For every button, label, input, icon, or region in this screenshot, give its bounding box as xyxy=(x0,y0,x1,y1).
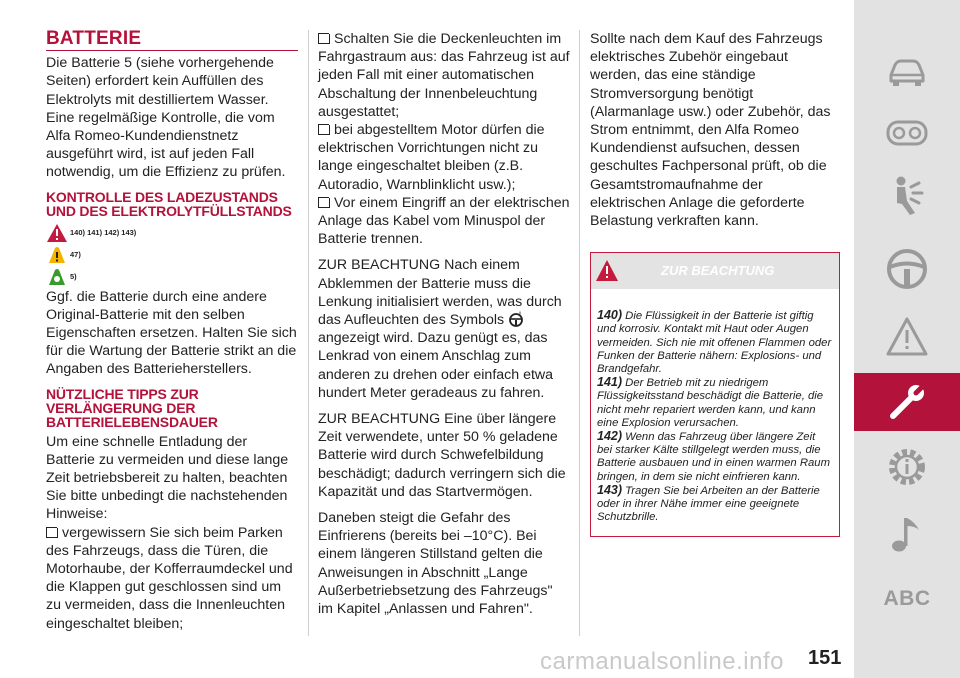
bullet-item: Vor einem Eingriff an der elektrischen Anlage das Kabel vom Minuspol der Batterie trennen. xyxy=(318,194,570,248)
checkbox-bullet-icon xyxy=(318,124,330,135)
car-icon xyxy=(885,49,929,93)
steering-warning-icon xyxy=(508,311,524,327)
info-gear-icon xyxy=(885,445,929,489)
sidebar-item-index[interactable] xyxy=(854,570,960,628)
column-2 xyxy=(318,30,570,626)
svg-text:!: ! xyxy=(519,312,522,319)
bullet-item: vergewissern Sie sich beim Parken des Fahrzeugs, dass die Türen, die Motorhaube, der Kofferraumdeckel und die Klappen gut geschlossen sind um zu vermeiden, dass die Innenleuchten eingeschaltet bleiben; xyxy=(46,524,293,632)
column-3 xyxy=(590,30,840,537)
sidebar-item-car[interactable] xyxy=(854,42,960,100)
accessories-paragraph: Sollte nach dem Kauf des Fahrzeugs elektrisches Zubehör eingebaut werden, das eine ständige Stromversorgung benötigt (Alarmanlage usw.) oder Zubehör, das Strom entnimmt, den Alfa Romeo Kundendienst aufsuchen, dessen geschultes Fachpersonal prüft, ob die Gesamtstromaufnahme der elektrischen Anlage die geforderte Belastung verkraften kann. xyxy=(590,31,831,230)
watermark: carmanualsonline.info xyxy=(540,648,784,675)
tips-intro-paragraph: Um eine schnelle Entladung der Batterie zu vermeiden und diese lange Zeit betriebsbereit zu halten, beachten Sie bitte unbedingt die nachstehenden Hinweise: xyxy=(46,433,289,523)
freezing-note-paragraph: Daneben steigt die Gefahr des Einfrierens (bereits bei –10°C). Bei einem längeren Stillstand gelten die Anweisungen in Abschnitt „Lange Außerbetriebsetzung des Fahrzeugs" im Kapitel „Anlassen und Fahren". xyxy=(318,510,553,618)
wrench-icon xyxy=(885,380,929,424)
bullet-item: Schalten Sie die Deckenleuchten im Fahrgastraum aus: das Fahrzeug ist auf jeden Fall mit einer automatischen Abschaltung der Innenbeleuchtung ausgestattet; xyxy=(318,31,570,120)
index-label: ABC xyxy=(883,587,931,610)
sidebar-item-dashboard[interactable] xyxy=(854,104,960,162)
danger-triangle-icon xyxy=(595,259,619,283)
heading-battery-life-tips: NÜTZLICHE TIPPS ZUR VERLÄNGERUNG DER BATTERIELEBENSDAUER xyxy=(46,385,218,430)
steering-init-paragraph: ZUR BEACHTUNG Nach einem Abklemmen der Batterie muss die Lenkung initialisiert werden, was durch das Aufleuchten des Symbols ! angezeigt wird. Dazu genügt es, das Lenkrad von einem Anschlag zum anderen zu drehen oder einfach etwa hundert Meter geradeaus zu fahren. xyxy=(318,257,562,401)
caution-reference-row xyxy=(46,244,298,266)
warning-item: 141) Der Betrieb mit zu niedrigem Flüssigkeitsstand beschädigt die Batterie, die nicht mehr repariert werden kann, und kann eine Explosion verursachen. xyxy=(597,375,824,429)
airbag-passenger-icon xyxy=(885,173,929,217)
checkbox-bullet-icon xyxy=(318,33,330,44)
warning-box-body xyxy=(591,289,839,536)
danger-reference-row xyxy=(46,222,298,244)
heading-charge-check: KONTROLLE DES LADEZUSTANDS UND DES ELEKTROLYTFÜLLSTANDS xyxy=(46,188,292,219)
environment-icon xyxy=(46,267,68,287)
replace-battery-paragraph: Ggf. die Batterie durch eine andere Original-Batterie mit den selben Eigenschaften ersetzen. Halten Sie sich für die Wartung der Batterie strikt an die Angaben des Batterieherstellers. xyxy=(46,288,297,378)
sidebar-item-multimedia[interactable] xyxy=(854,505,960,563)
warning-item: 143) Tragen Sie bei Arbeiten an der Batterie oder in ihrer Nähe immer eine geeignete Schutzbrille. xyxy=(597,482,820,524)
sidebar-item-maintenance[interactable] xyxy=(854,373,960,431)
sidebar-item-safety[interactable] xyxy=(854,166,960,224)
warning-triangle-icon xyxy=(885,315,929,359)
warning-box xyxy=(590,252,840,537)
sidebar-item-emergency[interactable] xyxy=(854,308,960,366)
environment-reference-numbers: 5) xyxy=(70,271,77,281)
steering-wheel-icon xyxy=(885,247,929,291)
dashboard-icon xyxy=(885,111,929,155)
page-number: 151 xyxy=(808,647,842,669)
column-divider xyxy=(579,30,580,636)
warning-item: 142) Wenn das Fahrzeug über längere Zeit bei starker Kälte stillgelegt werden muss, die Batterie ausbauen und in einen warmen Raum bringen, in dem sie nicht einfrieren kann. xyxy=(597,429,830,483)
music-note-icon xyxy=(885,512,929,556)
warning-box-header xyxy=(591,253,839,289)
warning-box-title: ZUR BEACHTUNG xyxy=(661,263,775,279)
column-divider xyxy=(308,30,309,636)
environment-reference-row xyxy=(46,266,298,288)
checkbox-bullet-icon xyxy=(46,527,58,538)
column-1 xyxy=(46,30,298,633)
danger-reference-numbers: 140) 141) 142) 143) xyxy=(70,227,137,237)
sulfation-note-paragraph: ZUR BEACHTUNG Eine über längere Zeit verwendete, unter 50 % geladene Batterie wird durch Schwefelbildung beschädigt; dadurch verringern sich die Kapazität und das Startvermögen. xyxy=(318,411,566,500)
caution-reference-numbers: 47) xyxy=(70,249,81,259)
warning-item: 140) Die Flüssigkeit in der Batterie ist giftig und korrosiv. Kontakt mit Haut oder Augen vermeiden. Sich nie mit offenen Flammen oder Funken der Batterie nähern: Explosions- und Brandgefahr. xyxy=(597,308,832,376)
battery-intro-paragraph: Die Batterie 5 (siehe vorhergehende Seiten) erfordert kein Auffüllen des Elektrolyts mit destilliertem Wasser. Eine regelmäßige Kontrolle, die vom Alfa Romeo-Kundendienstnetz ausgeführt wird, ist auf jeden Fall notwendig, um die Effizienz zu prüfen. xyxy=(46,55,286,181)
section-title: BATTERIE xyxy=(46,30,298,51)
bullet-item: bei abgestelltem Motor dürfen die elektrischen Vorrichtungen nicht zu lange eingeschaltet bleiben (z.B. Autoradio, Warnblinklicht usw.); xyxy=(318,122,545,193)
chapter-sidebar xyxy=(854,0,960,678)
checkbox-bullet-icon xyxy=(318,197,330,208)
sidebar-item-driving[interactable] xyxy=(854,240,960,298)
caution-icon xyxy=(46,245,68,265)
danger-triangle-icon xyxy=(46,223,68,243)
sidebar-item-technical-data[interactable] xyxy=(854,438,960,496)
